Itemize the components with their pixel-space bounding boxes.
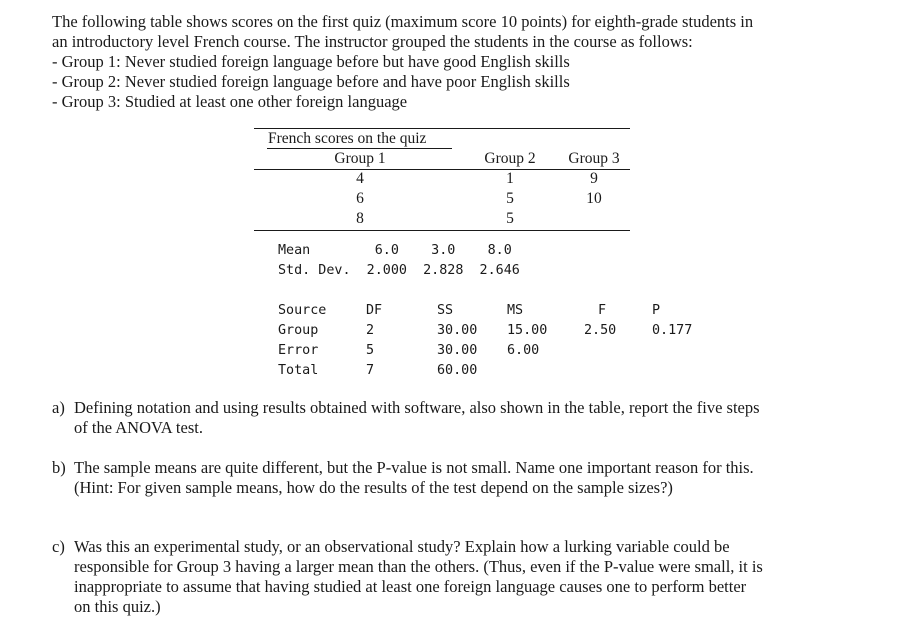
group1-score: 6 bbox=[356, 190, 364, 207]
anova-row-total-df: 7 bbox=[366, 363, 375, 378]
question-c-label: c) bbox=[52, 537, 65, 556]
question-a-label: a) bbox=[52, 398, 65, 417]
anova-row-error-ms: 6.00 bbox=[507, 343, 540, 358]
anova-header-ss: SS bbox=[437, 303, 454, 318]
table-caption: French scores on the quiz bbox=[268, 130, 427, 147]
question-b-line: (Hint: For given sample means, how do the results of the test depend on the sample sizes?) bbox=[74, 478, 673, 497]
group3-score: 10 bbox=[586, 190, 602, 207]
group1-score: 4 bbox=[356, 170, 364, 187]
anova-header-f: F bbox=[598, 303, 607, 318]
anova-row-error-ss: 30.00 bbox=[437, 343, 478, 358]
anova-row-group-f: 2.50 bbox=[584, 323, 617, 338]
anova-header-ms: MS bbox=[507, 303, 524, 318]
intro-line: an introductory level French course. The instructor grouped the students in the course as follows: bbox=[52, 32, 693, 51]
question-b-label: b) bbox=[52, 458, 66, 477]
intro-group-3: - Group 3: Studied at least one other foreign language bbox=[52, 92, 408, 111]
anova-row-group-df: 2 bbox=[366, 323, 375, 338]
anova-row-error-source: Error bbox=[278, 343, 319, 358]
group2-score: 1 bbox=[506, 170, 514, 187]
anova-header-source: Source bbox=[278, 303, 327, 318]
anova-row-error-df: 5 bbox=[366, 343, 375, 358]
anova-row-total-source: Total bbox=[278, 363, 319, 378]
question-a-line: Defining notation and using results obtained with software, also shown in the table, report the five steps bbox=[74, 398, 760, 417]
question-c-line: Was this an experimental study, or an observational study? Explain how a lurking variable could be bbox=[74, 537, 730, 556]
intro-group-2: - Group 2: Never studied foreign language before and have poor English skills bbox=[52, 72, 570, 91]
group1-score: 8 bbox=[356, 210, 364, 227]
anova-row-total-ss: 60.00 bbox=[437, 363, 478, 378]
anova-row-group-source: Group bbox=[278, 323, 319, 338]
header-group-3: Group 3 bbox=[568, 150, 620, 167]
anova-header-p: P bbox=[652, 303, 661, 318]
group3-score: 9 bbox=[590, 170, 598, 187]
table-bottom-rule bbox=[254, 230, 630, 231]
question-c-line: on this quiz.) bbox=[74, 597, 161, 616]
intro-group-1: - Group 1: Never studied foreign language before but have good English skills bbox=[52, 52, 570, 71]
group2-score: 5 bbox=[506, 210, 514, 227]
header-group-2: Group 2 bbox=[484, 150, 536, 167]
std-dev-line: Std. Dev. 2.000 2.828 2.646 bbox=[278, 263, 520, 278]
question-b-line: The sample means are quite different, but the P-value is not small. Name one important reason for this. bbox=[74, 458, 754, 477]
group2-score: 5 bbox=[506, 190, 514, 207]
anova-row-group-ss: 30.00 bbox=[437, 323, 478, 338]
question-a bbox=[52, 398, 852, 438]
question-c-line: responsible for Group 3 having a larger mean than the others. (Thus, even if the P-value were small, it is bbox=[74, 557, 763, 576]
question-a-line: of the ANOVA test. bbox=[74, 418, 203, 437]
header-group-1: Group 1 bbox=[334, 150, 386, 167]
question-c-line: inappropriate to assume that having studied at least one foreign language causes one to perform better bbox=[74, 577, 747, 596]
intro-line: The following table shows scores on the first quiz (maximum score 10 points) for eighth-grade students in bbox=[52, 12, 754, 31]
intro-paragraph bbox=[52, 12, 852, 112]
anova-header-df: DF bbox=[366, 303, 383, 318]
mean-line: Mean 6.0 3.0 8.0 bbox=[278, 243, 512, 258]
question-b bbox=[52, 458, 852, 498]
question-c bbox=[52, 537, 852, 617]
anova-row-group-ms: 15.00 bbox=[507, 323, 548, 338]
anova-row-group-p: 0.177 bbox=[652, 323, 693, 338]
